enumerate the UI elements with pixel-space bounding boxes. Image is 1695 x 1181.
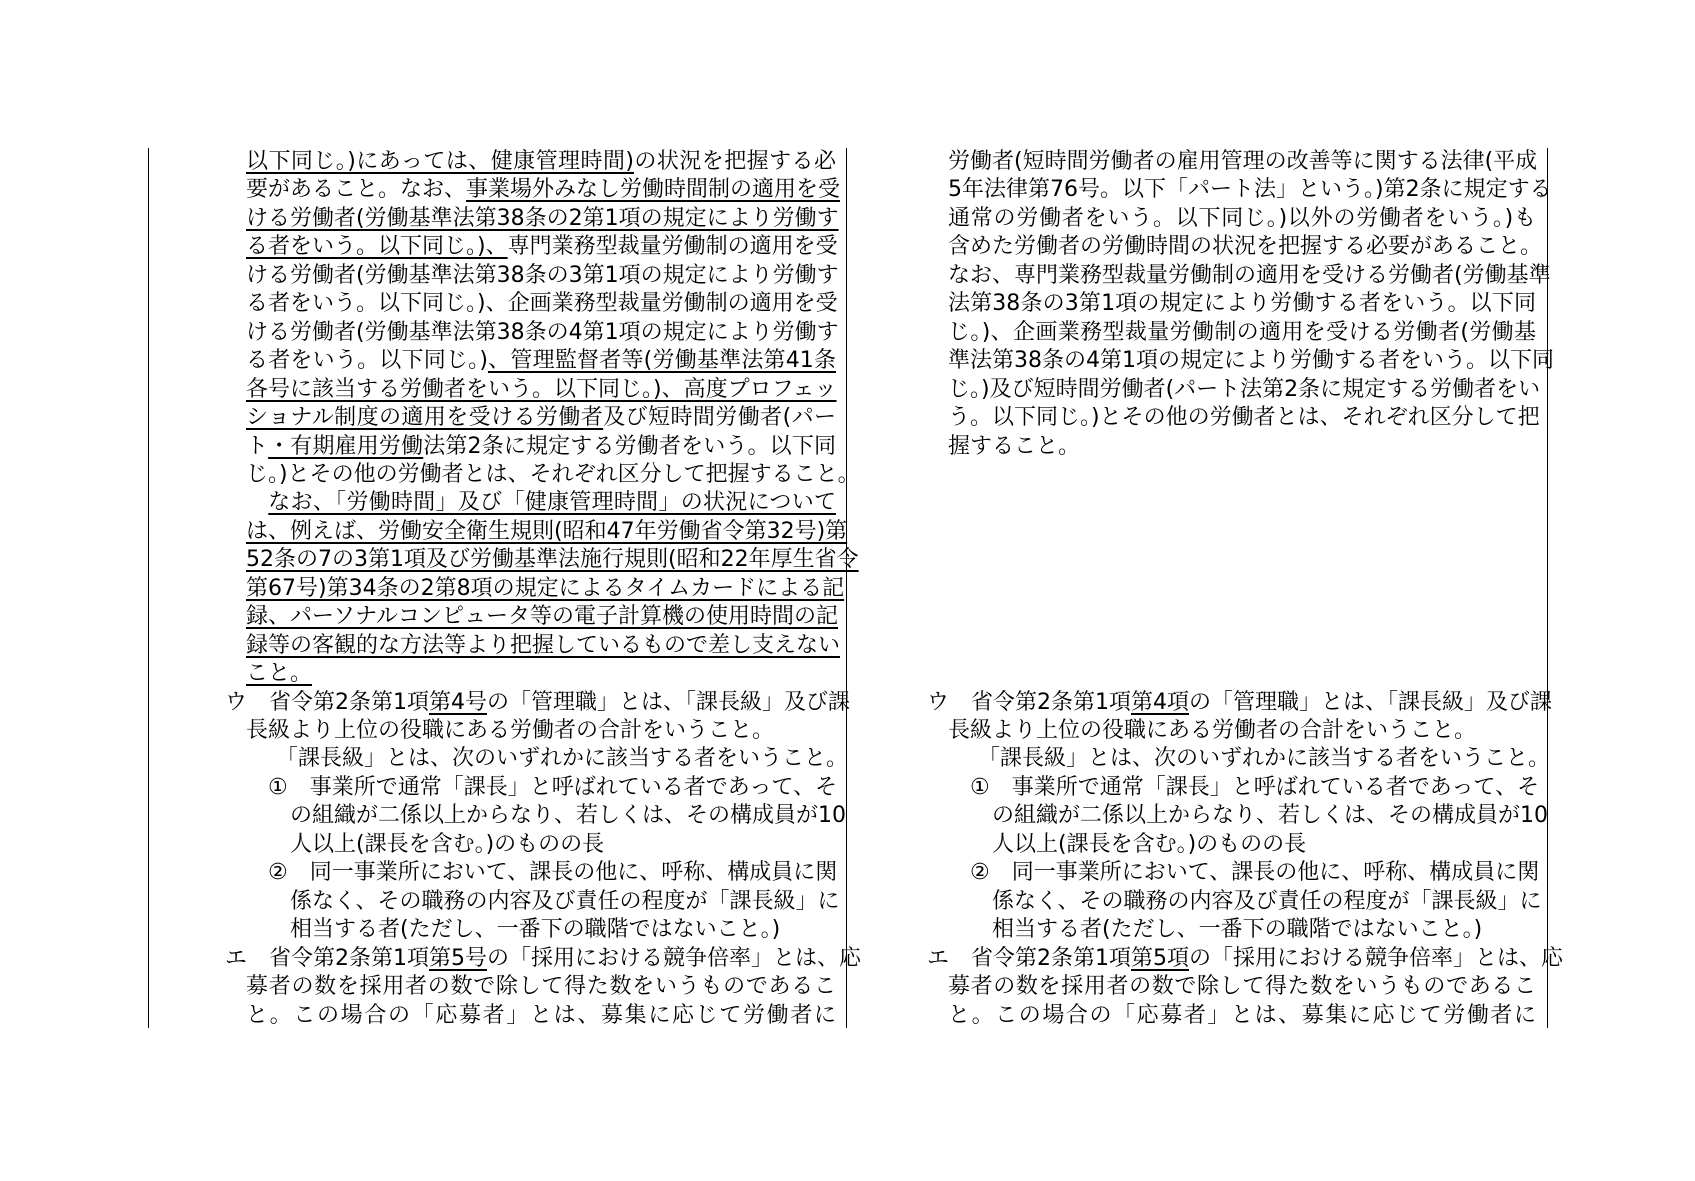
text-segment: ト — [246, 433, 269, 459]
text-segment: 人以上(課長を含む。)のものの長 — [992, 831, 1307, 857]
text-line — [992, 888, 1542, 916]
text-line — [948, 233, 1543, 261]
text-line — [225, 689, 851, 717]
text-line — [948, 433, 1536, 461]
text-line — [246, 319, 839, 347]
text-line — [992, 802, 1548, 830]
text-line — [246, 347, 836, 375]
text-segment: ① 事業所で通常「課長」と呼ばれている者であって、そ — [268, 774, 838, 800]
text-segment: 係なく、その職務の内容及び責任の程度が「課長級」に — [992, 888, 1542, 914]
text-line — [246, 518, 848, 546]
text-segment: 募者の数を採用者の数で除して得た数をいうものであるこ — [246, 974, 836, 1000]
text-line — [290, 888, 840, 916]
text-segment: 長級より上位の役職にある労働者の合計をいうこと。 — [948, 718, 1477, 743]
text-line — [246, 233, 836, 261]
text-segment: と。この場合の「応募者」とは、募集に応じて労働者に — [246, 1002, 836, 1028]
text-segment: の組織が二係以上からなり、若しくは、その構成員が10 — [290, 803, 846, 829]
underlined-text: 第4号 — [429, 689, 487, 715]
text-segment: の「採用における競争倍率」とは、応 — [487, 945, 862, 971]
text-line — [948, 319, 1536, 347]
underlined-text: 52条の7の3第1項及び労働基準法施行規則(昭和22年厚生省令 — [246, 547, 859, 573]
text-line — [948, 376, 1541, 404]
text-line — [246, 489, 836, 517]
text-segment: 「課長級」とは、次のいずれかに該当する者をいうこと。 — [978, 746, 1551, 772]
text-segment: 人以上(課長を含む。)のものの長 — [290, 831, 605, 857]
text-segment: 通常の労働者をいう。以下同じ。)以外の労働者をいう。)も — [948, 205, 1536, 231]
text-line — [948, 205, 1536, 233]
text-line — [268, 859, 836, 887]
text-segment: 及び短時間労働者(パー — [603, 405, 836, 431]
text-segment: ② 同一事業所において、課長の他に、呼称、構成員に関 — [970, 860, 1540, 886]
text-line — [992, 831, 1536, 859]
text-segment: エ 省令第2条第1項 — [225, 945, 429, 971]
text-line — [970, 774, 1540, 802]
text-line — [948, 973, 1536, 1001]
text-segment: じ。)、企画業務型裁量労働制の適用を受ける労働者(労働基 — [948, 319, 1536, 345]
text-line — [246, 148, 836, 176]
left-border-line — [148, 148, 149, 1028]
text-line — [948, 148, 1536, 176]
text-segment: の「採用における競争倍率」とは、応 — [1189, 945, 1564, 971]
underlined-text: ける労働者(労働基準法第38条の2第1項の規定により労働す — [246, 205, 839, 231]
text-segment: の「管理職」とは、「課長級」及び課 — [1189, 689, 1553, 715]
text-line — [246, 205, 839, 233]
text-segment: エ 省令第2条第1項 — [927, 945, 1131, 971]
text-segment: 含めた労働者の労働時間の状況を把握する必要があること。 — [948, 234, 1543, 260]
text-segment: ② 同一事業所において、課長の他に、呼称、構成員に関 — [268, 860, 838, 886]
text-line — [246, 660, 836, 688]
text-segment: 相当する者(ただし、一番下の職階ではないこと。) — [992, 917, 1483, 943]
text-line — [246, 262, 839, 290]
text-line — [927, 945, 1564, 973]
text-segment: 係なく、その職務の内容及び責任の程度が「課長級」に — [290, 888, 840, 914]
text-line — [246, 973, 836, 1001]
underlined-text: る者をいう。以下同じ。)、 — [246, 234, 508, 260]
underlined-text: 録、パーソナルコンピュータ等の電子計算機の使用時間の記 — [246, 604, 839, 630]
text-segment: 5年法律第76号。以下「パート法」という。)第2条に規定する — [948, 177, 1552, 203]
text-line — [276, 745, 849, 773]
text-line — [246, 603, 839, 631]
text-segment: ウ 省令第2条第1項 — [927, 689, 1131, 715]
text-line — [246, 632, 841, 660]
text-line — [978, 745, 1551, 773]
text-segment: う。以下同じ。)とその他の労働者とは、それぞれ区分して把 — [948, 405, 1540, 431]
text-line — [246, 176, 841, 204]
text-line — [268, 774, 836, 802]
text-line — [948, 290, 1536, 318]
text-line — [948, 176, 1552, 204]
text-segment: 「課長級」とは、次のいずれかに該当する者をいうこと。 — [276, 746, 849, 772]
text-segment: ① 事業所で通常「課長」と呼ばれている者であって、そ — [970, 774, 1540, 800]
text-segment: 相当する者(ただし、一番下の職階ではないこと。) — [290, 917, 781, 943]
text-segment: 労働者(短時間労働者の雇用管理の改善等に関する法律(平成 — [948, 149, 1538, 174]
text-line — [246, 290, 836, 318]
text-line — [246, 433, 836, 461]
text-line — [948, 262, 1551, 290]
text-segment: 長級より上位の役職にある労働者の合計をいうこと。 — [246, 718, 775, 743]
underlined-text: 第5項 — [1131, 945, 1189, 971]
text-line — [927, 689, 1553, 717]
text-line — [948, 347, 1554, 375]
text-segment: 募者の数を採用者の数で除して得た数をいうものであるこ — [948, 974, 1536, 1000]
underlined-text: 、管理監督者等(労働基準法第41条 — [487, 348, 836, 374]
text-line — [290, 916, 836, 944]
underlined-text: 各号に該当する労働者をいう。以下同じ。)、高度プロフェッ — [246, 376, 837, 402]
text-segment: 法第38条の3第1項の規定により労働する者をいう。以下同 — [948, 291, 1536, 317]
text-line — [992, 916, 1536, 944]
text-segment: じ。)及び短時間労働者(パート法第2条に規定する労働者をい — [948, 376, 1541, 402]
text-segment: なお、専門業務型裁量労働制の適用を受ける労働者(労働基準 — [948, 262, 1551, 288]
underlined-text: こと。 — [246, 661, 313, 687]
text-segment: ける労働者(労働基準法第38条の4第1項の規定により労働す — [246, 319, 839, 345]
text-line — [948, 717, 1536, 745]
text-line — [246, 546, 859, 574]
text-line — [948, 404, 1540, 432]
text-segment: 法第2条に規定する労働者をいう。以下同 — [423, 433, 836, 459]
text-segment: る者をいう。以下同じ。)、企画業務型裁量労働制の適用を受 — [246, 291, 838, 317]
text-line — [970, 859, 1540, 887]
text-line — [246, 376, 836, 404]
text-segment: の状況を把握する必 — [633, 149, 836, 174]
text-segment: ウ 省令第2条第1項 — [225, 689, 429, 715]
column-divider-line — [846, 148, 847, 1028]
text-segment: 専門業務型裁量労働制の適用を受 — [507, 234, 838, 260]
text-line — [948, 1002, 1536, 1030]
text-line — [246, 404, 836, 432]
underlined-text: なお、「労働時間」及び「健康管理時間」の状況について — [268, 490, 836, 516]
text-segment — [246, 490, 268, 515]
underlined-text: ショナル制度の適用を受ける労働者 — [246, 405, 604, 431]
text-line — [290, 831, 836, 859]
text-segment: と。この場合の「応募者」とは、募集に応じて労働者に — [948, 1002, 1536, 1028]
text-segment: の組織が二係以上からなり、若しくは、その構成員が10 — [992, 803, 1548, 829]
text-line — [246, 575, 845, 603]
text-line — [246, 717, 836, 745]
text-segment: の「管理職」とは、「課長級」及び課 — [487, 689, 851, 715]
text-line — [246, 1002, 836, 1030]
underlined-text: は、例えば、労働安全衛生規則(昭和47年労働省令第32号)第 — [246, 518, 848, 544]
underlined-text: 第4項 — [1131, 689, 1189, 715]
underlined-text: 録等の客観的な方法等より把握しているもので差し支えない — [246, 632, 841, 658]
text-line — [225, 945, 862, 973]
underlined-text: 事業場外みなし労働時間制の適用を受 — [466, 177, 841, 203]
text-line — [290, 802, 846, 830]
text-line — [246, 461, 860, 489]
underlined-text: 第67号)第34条の2第8項の規定によるタイムカードによる記 — [246, 575, 845, 601]
text-segment: じ。)とその他の労働者とは、それぞれ区分して把握すること。 — [246, 461, 860, 487]
text-segment: る者をいう。以下同じ。) — [246, 348, 488, 374]
text-segment: 握すること。 — [948, 433, 1081, 459]
text-segment: ける労働者(労働基準法第38条の3第1項の規定により労働す — [246, 262, 839, 288]
text-segment: 要があること。なお、 — [246, 177, 467, 203]
underlined-text: 第5号 — [429, 945, 487, 971]
underlined-text: 以下同じ。)にあっては、健康管理時間) — [246, 149, 634, 174]
underlined-text: ・有期雇用労働 — [268, 433, 424, 459]
text-segment: 準法第38条の4第1項の規定により労働する者をいう。以下同 — [948, 348, 1554, 374]
